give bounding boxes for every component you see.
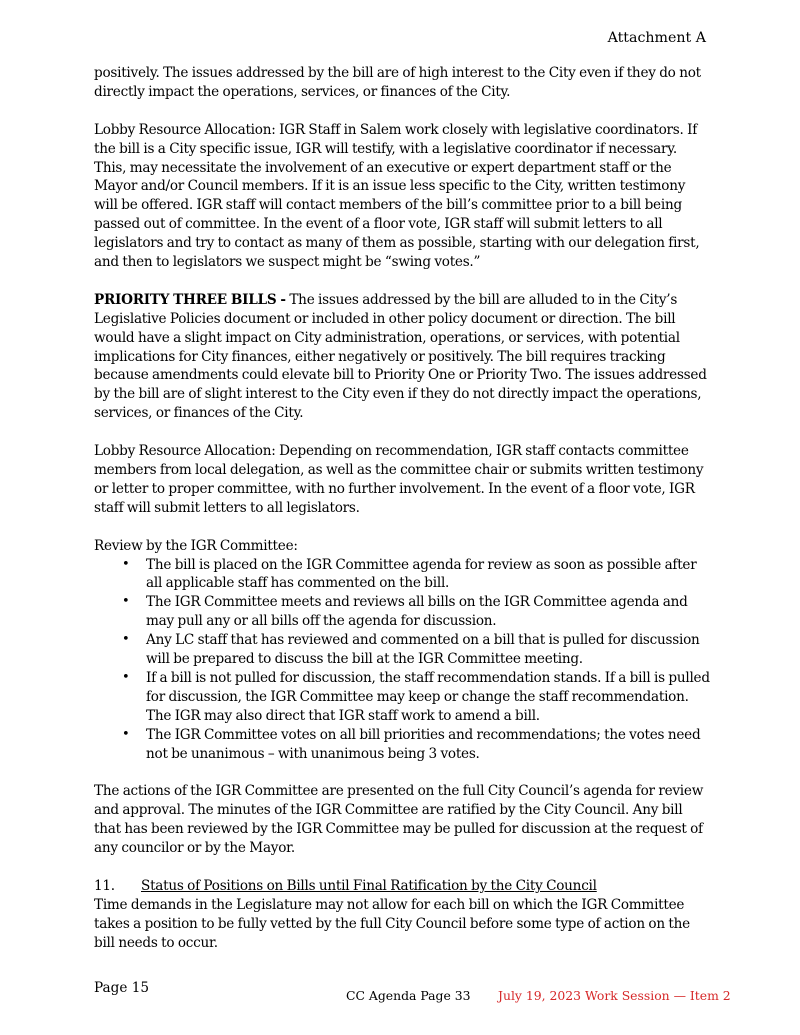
review-heading: Review by the IGR Committee:	[94, 537, 298, 554]
paragraph-lobby-allocation-two: Lobby Resource Allocation: IGR Staff in Salem work closely with legislative coordinators. If the bill is a City specific issue, IGR will testify, with a legislative coordinator if necessary. This, may necessitate the involvement of an executive or expert department staff or the Mayor and/or Council members. If it is an issue less specific to the City, written testimony will be offered. IGR staff will contact members of the bill’s committee prior to a bill being passed out of committee. In the event of a floor vote, IGR staff will submit letters to all legislators and try to contact as many of them as possible, starting with our delegation first, and then to legislators we suspect might be “swing votes.”	[94, 121, 700, 271]
footer-page-number: Page 15	[94, 980, 150, 996]
paragraph-committee-actions: The actions of the IGR Committee are presented on the full City Council’s agenda for review and approval. The minutes of the IGR Committee are ratified by the City Council. Any bill that has been reviewed by the IGR Committee may be pulled for discussion at the request of any councilor or by the Mayor.	[94, 783, 704, 857]
attachment-label: Attachment A	[607, 30, 706, 46]
list-item-text: The IGR Committee votes on all bill priorities and recommendations; the votes need not be unanimous – with unanimous being 3 votes.	[146, 726, 701, 762]
review-list	[94, 556, 712, 764]
bullet-icon: •	[122, 669, 130, 685]
section-heading	[94, 877, 712, 896]
footer-session-label: July 19, 2023 Work Session — Item 2	[498, 988, 731, 1003]
priority-three-heading: PRIORITY THREE BILLS -	[94, 291, 286, 308]
paragraph-priority-three	[94, 291, 712, 423]
list-item-text: The IGR Committee meets and reviews all bills on the IGR Committee agenda and may pull any or all bills off the agenda for discussion.	[146, 594, 688, 630]
paragraph-time-demands: Time demands in the Legislature may not allow for each bill on which the IGR Committee takes a position to be fully vetted by the full City Council before some type of action on the bill needs to occur.	[94, 896, 690, 951]
bullet-icon: •	[122, 726, 130, 742]
bullet-icon: •	[122, 632, 130, 648]
list-item	[122, 556, 712, 594]
footer-agenda-page: CC Agenda Page 33	[346, 988, 471, 1003]
list-item	[122, 593, 712, 631]
bullet-icon: •	[122, 556, 130, 572]
priority-three-text: The issues addressed by the bill are alluded to in the City’s Legislative Policies document or included in other policy document or direction. The bill would have a slight impact on City administration, operations, or services, with potential implications for City finances, either negatively or positively. The bill requires tracking because amendments could elevate bill to Priority One or Priority Two. The issues addressed by the bill are of slight interest to the City even if they do not directly impact the operations, services, or finances of the City.	[94, 291, 707, 422]
list-item	[122, 631, 712, 669]
bullet-icon: •	[122, 594, 130, 610]
paragraph-lobby-allocation-three: Lobby Resource Allocation: Depending on recommendation, IGR staff contacts committee members from local delegation, as well as the committee chair or submits written testimony or letter to proper committee, with no further involvement. In the event of a floor vote, IGR staff will submit letters to all legislators.	[94, 443, 704, 516]
document-body	[94, 64, 712, 953]
paragraph-priority-two-end: positively. The issues addressed by the bill are of high interest to the City even if they do not directly impact the operations, services, or finances of the City.	[94, 65, 701, 100]
list-item-text: Any LC staff that has reviewed and commented on a bill that is pulled for discussion will be prepared to discuss the bill at the IGR Committee meeting.	[146, 632, 700, 668]
list-item	[122, 726, 712, 764]
section-number: 11.	[94, 877, 115, 894]
list-item	[122, 669, 712, 726]
list-item-text: The bill is placed on the IGR Committee agenda for review as soon as possible after all applicable staff has commented on the bill.	[146, 556, 697, 592]
section-title: Status of Positions on Bills until Final Ratification by the City Council	[141, 877, 597, 894]
list-item-text: If a bill is not pulled for discussion, the staff recommendation stands. If a bill is pulled for discussion, the IGR Committee may keep or change the staff recommendation. The IGR may also direct that IGR staff work to amend a bill.	[146, 669, 710, 724]
